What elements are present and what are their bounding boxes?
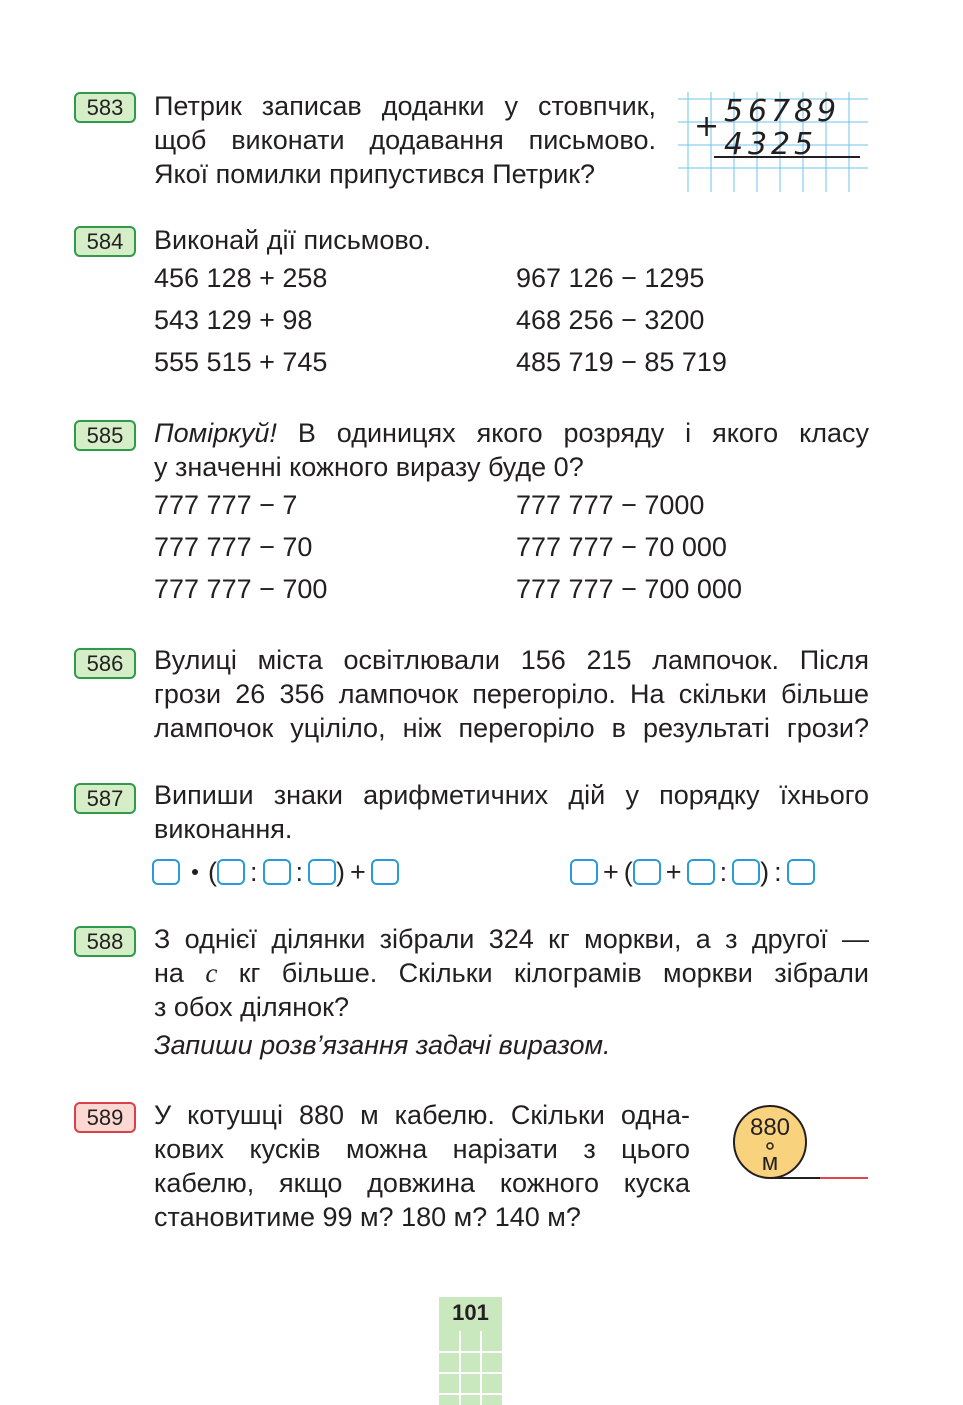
variable-c: c xyxy=(205,958,218,988)
task-588-line-2-text: кг більше. Скільки кілограмів моркви зібрали xyxy=(238,958,869,988)
task-587-line-1: Випиши знаки арифметичних дій у порядку їхнього xyxy=(154,780,869,810)
task-585-line-1 xyxy=(154,416,869,450)
task-586-line-2: грози 26 356 лампочок перегоріло. На скільки більше xyxy=(154,679,869,709)
task-586-line-3: лампочок уціліло, ніж перегоріло в результаті грози? xyxy=(154,713,869,743)
expression: 777 777 − 700 000 xyxy=(516,574,742,604)
answer-box[interactable] xyxy=(570,859,598,885)
expression: 485 719 − 85 719 xyxy=(516,347,727,377)
plus-sign: + xyxy=(350,857,366,887)
open-paren: ( xyxy=(208,857,217,887)
colon-sign: : xyxy=(250,857,258,887)
answer-box[interactable] xyxy=(308,859,336,885)
expression: 777 777 − 7 xyxy=(154,490,298,520)
task-587-line-2: виконання. xyxy=(154,814,293,844)
top-digit-4: 8 xyxy=(794,94,814,129)
task-583-line-2: щоб виконати додавання письмово. xyxy=(154,125,656,155)
top-digit-3: 7 xyxy=(771,94,791,129)
close-paren: ) xyxy=(760,857,770,887)
expression: 967 126 − 1295 xyxy=(516,263,705,293)
plus-sign: + xyxy=(694,109,720,144)
expression-boxes-right xyxy=(570,852,815,892)
plus-sign: + xyxy=(603,857,619,887)
task-588-line-3: з обох ділянок? xyxy=(154,992,349,1022)
page-number-block xyxy=(439,1297,502,1405)
answer-box[interactable] xyxy=(633,859,661,885)
colon-sign: : xyxy=(719,857,728,887)
task-584-prompt: Виконай дії письмово. xyxy=(154,225,431,255)
plus-sign: + xyxy=(665,857,682,887)
answer-box[interactable] xyxy=(217,859,245,885)
answer-box[interactable] xyxy=(787,859,815,885)
task-585-line-2: у значенні кожного виразу буде 0? xyxy=(154,452,584,482)
task-588-line-1: З однієї ділянки зібрали 324 кг моркви, а з другої — xyxy=(154,924,869,954)
colon-sign: : xyxy=(295,857,304,887)
task-number-589: 589 xyxy=(74,1102,136,1133)
expression-boxes-left xyxy=(152,852,399,892)
answer-box[interactable] xyxy=(263,859,291,885)
spool-length-value: 880 xyxy=(749,1114,791,1141)
expression: 543 129 + 98 xyxy=(154,305,313,335)
task-583-line-1: Петрик записав доданки у стовпчик, xyxy=(154,91,656,121)
multiply-dot xyxy=(192,869,198,875)
expression: 777 777 − 70 xyxy=(154,532,313,562)
task-588-word: на xyxy=(154,958,184,988)
cable-spool-illustration xyxy=(732,1102,872,1186)
answer-box[interactable] xyxy=(371,859,399,885)
expression: 777 777 − 7000 xyxy=(516,490,705,520)
task-585-line-1-text: В одиницях якого розряду і якого класу xyxy=(297,418,869,448)
task-number-585: 585 xyxy=(74,420,136,451)
task-589-line-1: У котушці 880 м кабелю. Скільки одна- xyxy=(154,1100,690,1130)
answer-box[interactable] xyxy=(152,859,180,885)
task-589-line-2: кових кусків можна нарізати з цього xyxy=(154,1134,690,1164)
expression: 555 515 + 745 xyxy=(154,347,328,377)
bottom-digit-2: 3 xyxy=(748,127,768,162)
task-number-588: 588 xyxy=(74,926,136,957)
bottom-digit-4: 5 xyxy=(794,127,814,162)
task-586-line-1: Вулиці міста освітлювали 156 215 лампочок. Після xyxy=(154,645,869,675)
task-588-instruction: Запиши розв’язання задачі виразом. xyxy=(154,1030,611,1060)
think-label: Поміркуй! xyxy=(154,418,277,448)
task-number-584: 584 xyxy=(74,226,136,257)
task-589-line-4: становитиме 99 м? 180 м? 140 м? xyxy=(154,1202,581,1232)
page-number: 101 xyxy=(452,1300,489,1325)
bottom-digit-1: 4 xyxy=(724,127,744,162)
close-paren: ) xyxy=(336,857,346,887)
task-589-line-3: кабелю, якщо довжина кожного куска xyxy=(154,1168,690,1198)
colon-sign: : xyxy=(774,857,782,887)
task-number-586: 586 xyxy=(74,648,136,679)
open-paren: ( xyxy=(623,857,633,887)
expression: 456 128 + 258 xyxy=(154,263,328,293)
top-digit-2: 6 xyxy=(748,94,768,129)
spool-length-unit: м xyxy=(761,1149,779,1176)
expression: 777 777 − 700 xyxy=(154,574,328,604)
expression: 777 777 − 70 000 xyxy=(516,532,727,562)
bottom-digit-3: 2 xyxy=(771,127,791,162)
top-digit-1: 5 xyxy=(724,94,744,129)
task-588-line-2 xyxy=(154,956,869,990)
task-number-587: 587 xyxy=(74,783,136,814)
task-number-583: 583 xyxy=(74,92,136,123)
answer-box[interactable] xyxy=(732,859,760,885)
task-583-line-3: Якої помилки припустився Петрик? xyxy=(154,159,596,189)
expression: 468 256 − 3200 xyxy=(516,305,705,335)
column-addition-grid xyxy=(678,92,868,192)
top-digit-5: 9 xyxy=(817,94,837,129)
answer-box[interactable] xyxy=(687,859,715,885)
